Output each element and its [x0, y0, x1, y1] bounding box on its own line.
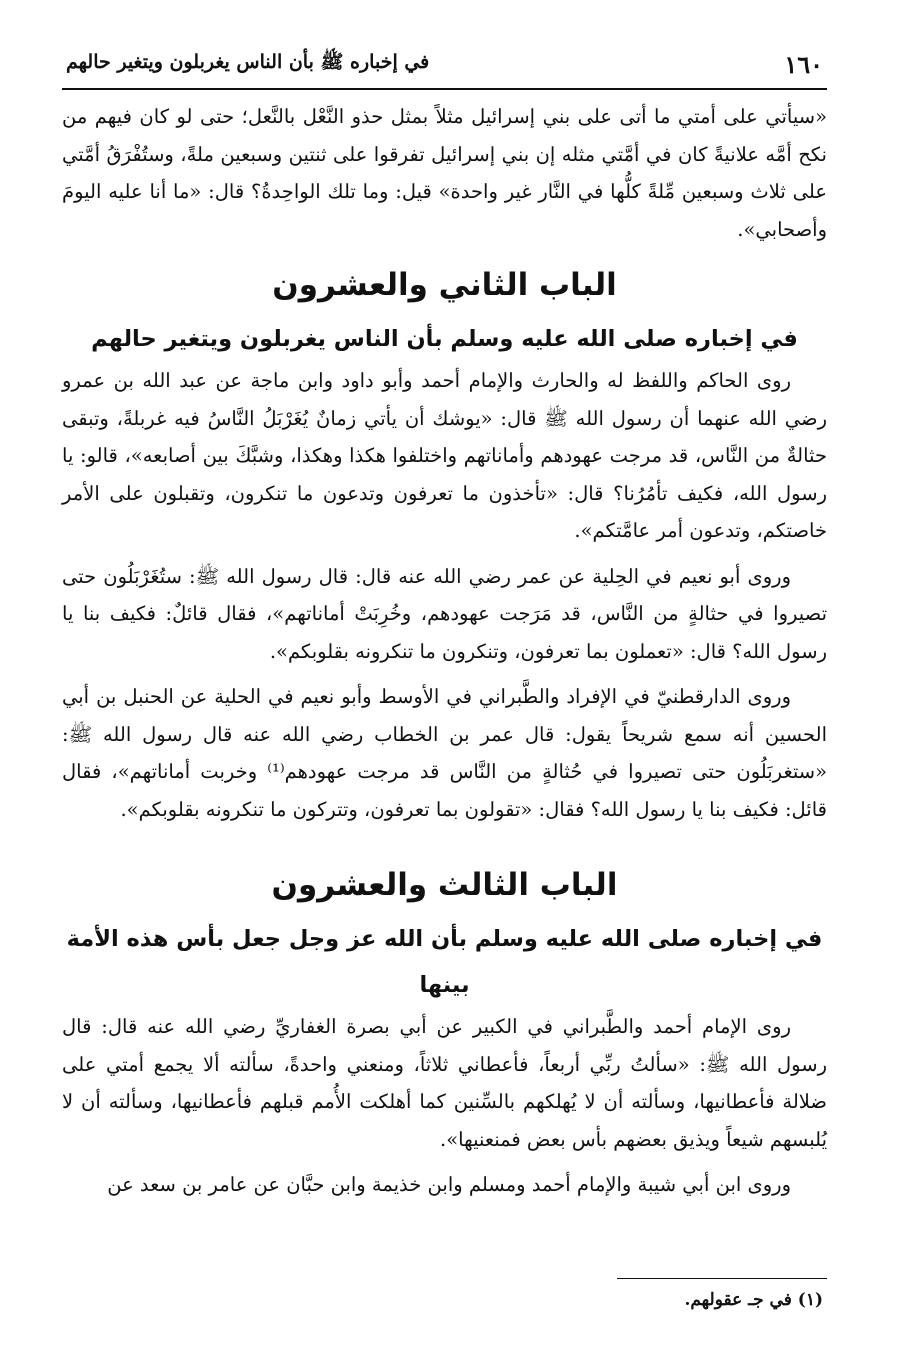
chapter-23-title: الباب الثالث والعشرون: [271, 867, 618, 903]
footnote-rule: [617, 1278, 827, 1279]
chapter-22-paragraph-2: وروى أبو نعيم في الحِلية عن عمر رضي الله عنه قال: قال رسول الله ﷺ: ستُغَرْبَلُون حتى تصيروا في حثالةٍ من النَّاس، قد مَرَجت عهودهم، وخُرِبَتْ أماناتهم»، فقال قائلٌ: فكيف بنا يا رسول الله؟ قال: «تعملون بما تعرفون، وتنكرون ما تنكرونه بقلوبكم».: [62, 564, 827, 663]
running-title: في إخباره ﷺ بأن الناس يغربلون ويتغير حالهم: [66, 51, 430, 73]
chapter-22-subtitle: في إخباره صلى الله عليه وسلم بأن الناس يغربلون ويتغير حالهم: [91, 326, 798, 352]
paragraph-continuation: «سيأتي على أمتي ما أتى على بني إسرائيل مثلاً بمثل حذو النَّعْل بالنَّعل؛ حتى لو كان فيهم من نكح أمَّه علانيةً كان في أمَّتي مثله إن بني إسرائيل تفرقوا على ثنتين وسبعين ملةً، وستُفْرَقُ أمَّتي على ثلاث وسبعين مِّلةً كلُّها في النَّار غير واحدة» قيل: وما تلك الواحِدةُ؟ قال: «ما أنا عليه اليومَ وأصحابي».: [62, 105, 827, 241]
chapter-23-paragraph-1: روى الإمام أحمد والطَّبراني في الكبير عن أبي بصرة الغفاريِّ رضي الله عنه قال: قال رسول الله ﷺ: «سألتُ ربِّي أربعاً، فأعطاني ثلاثاً، ومنعني واحدةً، سألته ألا يجمع أمتي على ضلالة فأعطانيها، وسألته أن لا يُهلكهم بالسِّنين كما أهلكت الأُمم قبلهم فأعطانيها، وسألته أن لا يُلبسهم شيعاً ويذيق بعضهم بأس بعض فمنعنيها».: [62, 1015, 827, 1151]
running-header: [62, 40, 827, 90]
book-page: [62, 40, 827, 1372]
chapter-22-title: الباب الثاني والعشرون: [272, 267, 617, 303]
chapter-23-subtitle: في إخباره صلى الله عليه وسلم بأن الله عز وجل جعل بأس هذه الأمة بينها: [66, 926, 823, 998]
page-number: ١٦٠: [784, 49, 823, 79]
chapter-22-paragraph-3: وروى الدارقطنيّ في الإفراد والطَّبراني في الأوسط وأبو نعيم في الحلية عن الحنبل بن أبي الحسين أنه سمع شريحاً يقول: قال عمر بن الخطاب رضي الله عنه قال رسول الله ﷺ: «ستغربَلُون حتى تصيروا في حُثالةٍ من النَّاس قد مرجت عهودهم⁽¹⁾ وخربت أماناتهم»، فقال قائل: فكيف بنا يا رسول الله؟ فقال: «تقولون بما تعرفون، وتتركون ما تنكرونه بقلوبكم».: [62, 685, 827, 821]
chapter-23-paragraph-2: وروى ابن أبي شيبة والإمام أحمد ومسلم وابن خذيمة وابن حبَّان عن عامر بن سعد عن: [107, 1173, 791, 1196]
chapter-22-paragraph-1: روى الحاكم واللفظ له والحارث والإمام أحمد وأبو داود وابن ماجة عن عبد الله بن عمرو رضي الله عنهما أن رسول الله ﷺ قال: «يوشك أن يأتي زمانٌ يُغَرْبَلُ النَّاسُ فيه غربلةً، وتبقى حثالةٌ من النَّاس، قد مرجت عهودهم وأماناتهم واختلفوا هكذا وهكذا، وشبَّكَ بين أصابعه»، قالو: يا رسول الله، فكيف تأمُرُنا؟ قال: «تأخذون ما تعرفون وتدعون ما تنكرون، وتقبلون على الأمر خاصتكم، وتدعون أمر عامَّتكم».: [62, 369, 827, 542]
footnote: (١) في جـ عقولهم.: [684, 1290, 823, 1310]
